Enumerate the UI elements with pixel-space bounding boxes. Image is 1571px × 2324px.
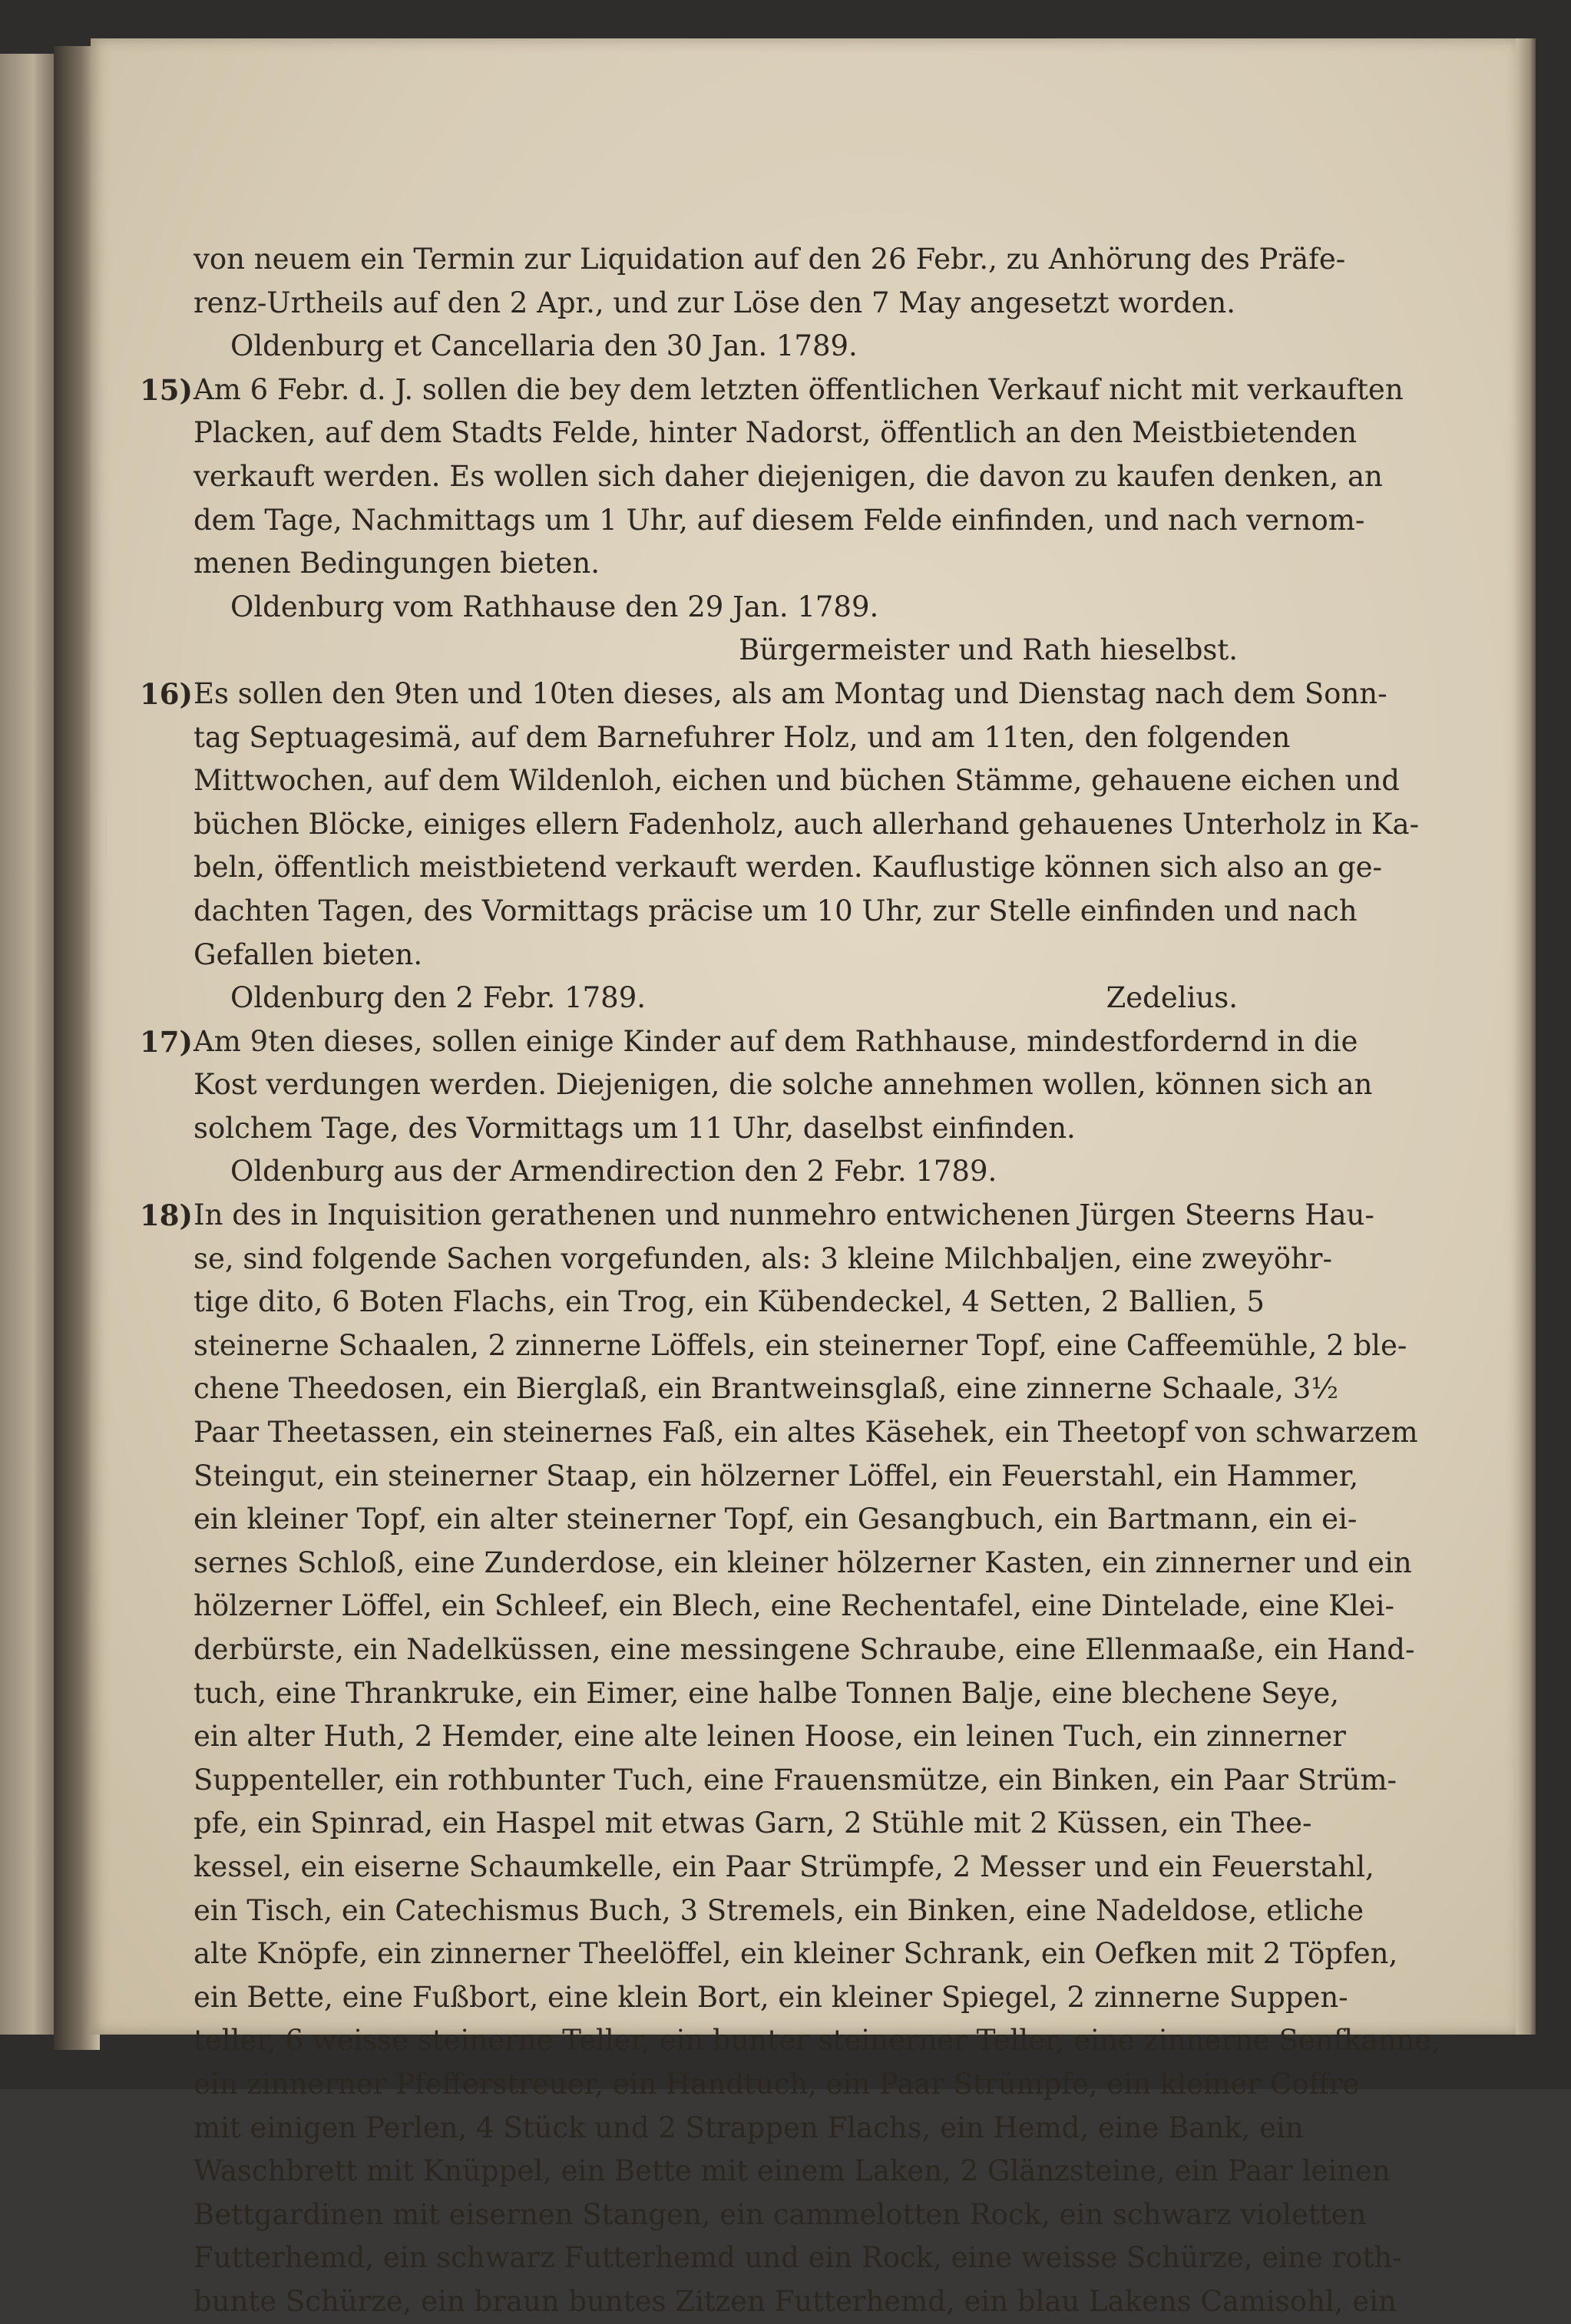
text-line: Kost verdungen werden. Diejenigen, die solche annehmen wollen, können sich an xyxy=(193,1068,1373,1102)
text-line: Gefallen bieten. xyxy=(193,937,423,971)
text-line: ein Tisch, ein Catechismus Buch, 3 Stremels, ein Binken, eine Nadeldose, etliche xyxy=(193,1893,1364,1927)
text-line: Mittwochen, auf dem Wildenloh, eichen und büchen Stämme, gehauene eichen und xyxy=(193,764,1400,798)
text-line: teller, 6 weisse steinerne Teller, ein bunter steinerner Teller, eine zinnerne Senfkanne, xyxy=(193,2024,1441,2058)
dateline-text: Oldenburg aus der Armendirection den 2 Febr. 1789. xyxy=(230,1155,997,1188)
text-line: Paar Theetassen, ein steinernes Faß, ein altes Käsehek, ein Theetopf von schwarzem xyxy=(193,1416,1418,1450)
text-line: tuch, eine Thrankruke, ein Eimer, eine halbe Tonnen Balje, eine blechene Seye, xyxy=(193,1676,1339,1710)
text-line: dem Tage, Nachmittags um 1 Uhr, auf diesem Felde einfinden, und nach vernom- xyxy=(193,503,1365,537)
notice-entry xyxy=(193,238,1346,325)
text-line: solchem Tage, des Vormittags um 11 Uhr, daselbst einfinden. xyxy=(193,1111,1076,1145)
text-line: sernes Schloß, eine Zunderdose, ein kleiner hölzerner Kasten, ein zinnerner und ein xyxy=(193,1545,1412,1579)
left-page-edge xyxy=(0,54,60,2035)
text-line: Am 6 Febr. d. J. sollen die bey dem letzten öffentlichen Verkauf nicht mit verkauften xyxy=(193,372,1404,406)
signature: Zedelius. xyxy=(1106,981,1238,1015)
text-line: von neuem ein Termin zur Liquidation auf den 26 Febr., zu Anhörung des Präfe- xyxy=(193,243,1346,276)
dateline xyxy=(193,1150,1245,1194)
text-line: kessel, ein eiserne Schaumkelle, ein Paar Strümpfe, 2 Messer und ein Feuerstahl, xyxy=(193,1850,1374,1883)
text-line: renz-Urtheils auf den 2 Apr., und zur Löse den 7 May angesetzt worden. xyxy=(193,286,1236,319)
text-line: beln, öffentlich meistbietend verkauft werden. Kauflustige können sich also an ge- xyxy=(193,851,1383,884)
text-line: bunte Schürze, ein braun buntes Zitzen Futterhemd, ein blau Lakens Camisohl, ein xyxy=(193,2284,1397,2318)
text-line: derbürste, ein Nadelküssen, eine messingene Schraube, eine Ellenmaaße, ein Hand- xyxy=(193,1633,1415,1666)
page-edge-right xyxy=(1516,38,1536,2035)
dateline xyxy=(193,325,1245,369)
text-line: ein kleiner Topf, ein alter steinerner Topf, ein Gesangbuch, ein Bartmann, ein ei- xyxy=(193,1503,1358,1536)
text-line: mit einigen Perlen, 4 Stück und 2 Strappen Flachs, ein Hemd, eine Bank, ein xyxy=(193,2111,1304,2144)
text-line: Steingut, ein steinerner Staap, ein hölzerner Löffel, ein Feuerstahl, ein Hammer, xyxy=(193,1459,1359,1493)
text-line: Am 9ten dieses, sollen einige Kinder auf dem Rathhause, mindestfordernd in die xyxy=(193,1024,1358,1058)
entry-number: 17) xyxy=(140,1024,193,1059)
dateline-text: Oldenburg et Cancellaria den 30 Jan. 1789. xyxy=(230,329,858,363)
text-line: Bettgardinen mit eisernen Stangen, ein cammelotten Rock, ein schwarz violetten xyxy=(193,2197,1367,2231)
text-line: Es sollen den 9ten und 10ten dieses, als am Montag und Dienstag nach dem Sonn- xyxy=(193,676,1387,710)
text-line: menen Bedingungen bieten. xyxy=(193,547,600,580)
text-line: steinerne Schaalen, 2 zinnerne Löffels, ein steinerner Topf, eine Caffeemühle, 2 ble- xyxy=(193,1328,1407,1362)
text-line: chene Theedosen, ein Bierglaß, ein Brantweinsglaß, eine zinnerne Schaale, 3½ xyxy=(193,1372,1339,1406)
entry-number: 16) xyxy=(140,676,193,711)
text-line: dachten Tagen, des Vormittags präcise um 10 Uhr, zur Stelle einfinden und nach xyxy=(193,894,1358,927)
notice-entry xyxy=(140,369,1404,586)
signature: Bürgermeister und Rath hieselbst. xyxy=(739,633,1238,667)
text-line: pfe, ein Spinrad, ein Haspel mit etwas Garn, 2 Stühle mit 2 Küssen, ein Thee- xyxy=(193,1807,1312,1840)
text-line: tige dito, 6 Boten Flachs, ein Trog, ein Kübendeckel, 4 Setten, 2 Ballien, 5 xyxy=(193,1285,1265,1319)
text-line: ein Bette, eine Fußbort, eine klein Bort, ein kleiner Spiegel, 2 zinnerne Suppen- xyxy=(193,1980,1348,2014)
text-line: alte Knöpfe, ein zinnerner Theelöffel, ein kleiner Schrank, ein Oefken mit 2 Töpfen, xyxy=(193,1937,1398,1971)
text-line: ein alter Huth, 2 Hemder, eine alte leinen Hoose, ein leinen Tuch, ein zinnerner xyxy=(193,1720,1346,1754)
notice-entry xyxy=(140,1020,1373,1151)
dateline xyxy=(193,977,1245,1020)
text-line: verkauft werden. Es wollen sich daher diejenigen, die davon zu kaufen denken, an xyxy=(193,459,1383,493)
notice-entry xyxy=(140,673,1420,977)
text-line: hölzerner Löffel, ein Schleef, ein Blech, eine Rechentafel, eine Dintelade, eine Klei- xyxy=(193,1589,1394,1623)
text-line: Waschbrett mit Knüppel, ein Bette mit einem Laken, 2 Glänzsteine, ein Paar leinen xyxy=(193,2154,1391,2188)
text-line: tag Septuagesimä, auf dem Barnefuhrer Holz, und am 11ten, den folgenden xyxy=(193,720,1291,754)
text-line: Futterhemd, ein schwarz Futterhemd und ein Rock, eine weisse Schürze, eine roth- xyxy=(193,2241,1402,2275)
dateline-text: Oldenburg vom Rathhause den 29 Jan. 1789. xyxy=(230,590,879,623)
text-line: büchen Blöcke, einiges ellern Fadenholz, auch allerhand gehauenes Unterholz in Ka- xyxy=(193,807,1420,841)
entry-number: 15) xyxy=(140,372,193,407)
text-line: Placken, auf dem Stadts Felde, hinter Nadorst, öffentlich an den Meistbietenden xyxy=(193,416,1358,450)
dateline xyxy=(193,586,1245,630)
text-line: In des in Inquisition gerathenen und nunmehro entwichenen Jürgen Steerns Hau- xyxy=(193,1198,1374,1232)
dateline-text: Oldenburg den 2 Febr. 1789. xyxy=(230,981,646,1015)
entry-number: 18) xyxy=(140,1198,193,1233)
notice-entry xyxy=(140,1194,1441,2323)
page-text xyxy=(140,238,1441,2324)
text-line: Suppenteller, ein rothbunter Tuch, eine Frauensmütze, ein Binken, ein Paar Strüm- xyxy=(193,1763,1397,1797)
text-line: se, sind folgende Sachen vorgefunden, als: 3 kleine Milchbaljen, eine zweyöhr- xyxy=(193,1241,1332,1275)
text-line: ein zinnerner Pfefferstreuer, ein Handtuch, ein Paar Strümpfe, ein kleiner Coffre xyxy=(193,2067,1360,2101)
